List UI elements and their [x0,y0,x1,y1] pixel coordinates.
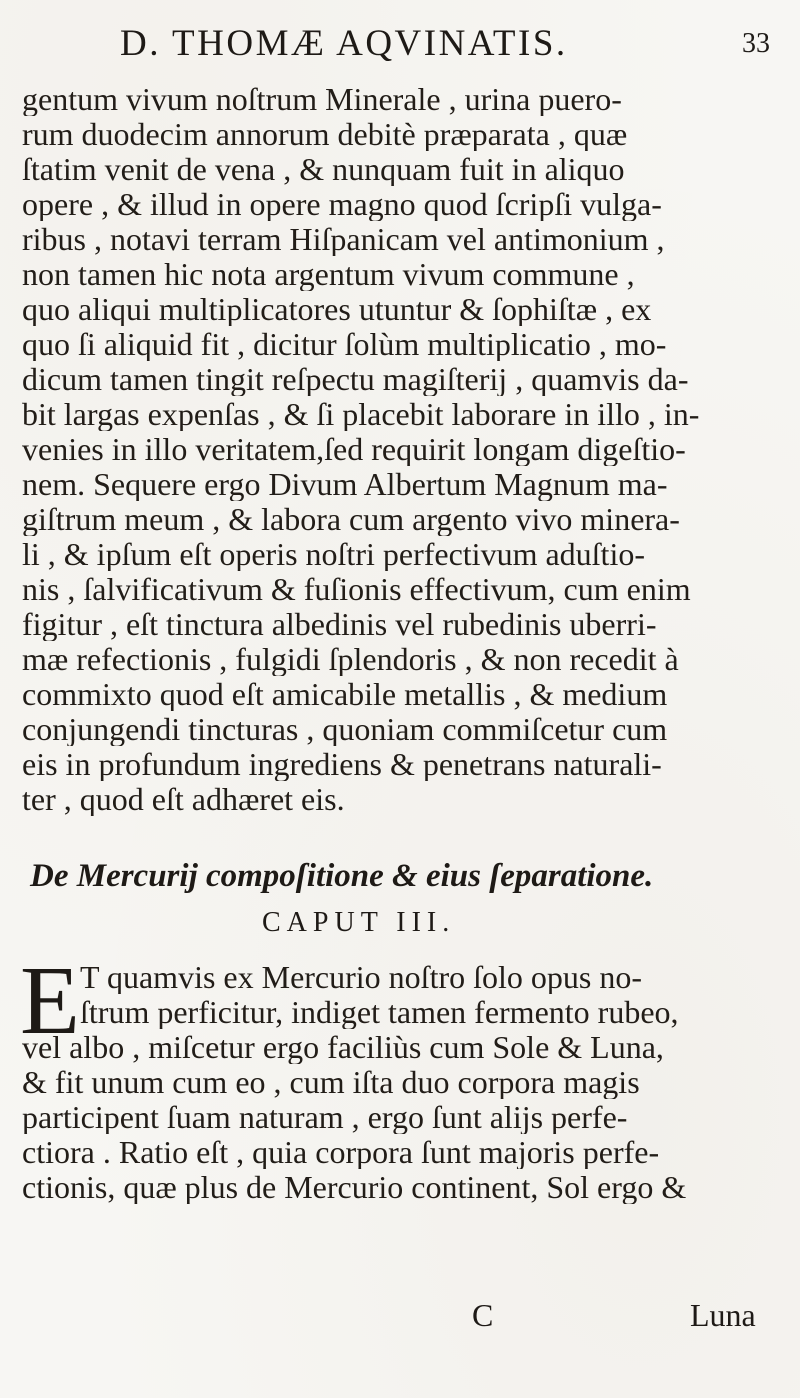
text-line: nis , ſalvificativum & fuſionis effectivum, cum enim [22,572,691,606]
text-line: opere , & illud in opere magno quod ſcripſi vulga- [22,187,662,221]
chapter-text-line: ctionis, quæ plus de Mercurio continent, Sol ergo & [22,1170,687,1204]
drop-cap: E [20,947,80,1055]
text-line: gentum vivum noſtrum Minerale , urina puero- [22,82,622,116]
text-line: quo aliqui multiplicatores utuntur & ſophiſtæ , ex [22,292,652,326]
text-line: rum duodecim annorum debitè præparata , quæ [22,117,628,151]
chapter-text-line: ctiora . Ratio eſt , quia corpora ſunt majoris perfe- [22,1135,660,1169]
text-line: mæ refectionis , fulgidi ſplendoris , & non recedit à [22,642,679,676]
chapter-title: CAPUT III. [262,907,456,938]
text-line: nem. Sequere ergo Divum Albertum Magnum ma- [22,467,668,501]
catchword: Luna [690,1297,756,1333]
text-line: giſtrum meum , & labora cum argento vivo minera- [22,502,680,536]
text-line: quo ſi aliquid fit , dicitur ſolùm multiplicatio , mo- [22,327,667,361]
chapter-text-line: vel albo , miſcetur ergo faciliùs cum Sole & Luna, [22,1030,664,1064]
chapter-text-line: & fit unum cum eo , cum iſta duo corpora magis [22,1065,640,1099]
section-heading: De Mercurij compoſitione & eius ſeparatione. [30,858,654,894]
text-line: ter , quod eſt adhæret eis. [22,782,345,816]
text-line: conjungendi tincturas , quoniam commiſcetur cum [22,712,668,746]
chapter-text-line: participent ſuam naturam , ergo ſunt alijs perfe- [22,1100,628,1134]
chapter-text-line: T quamvis ex Mercurio noſtro ſolo opus no- [80,960,642,994]
page-header [0,22,800,72]
text-line: non tamen hic nota argentum vivum commune , [22,257,635,291]
text-line: li , & ipſum eſt operis noſtri perfectivum aduſtio- [22,537,645,571]
text-line: ſtatim venit de vena , & nunquam fuit in aliquo [22,152,625,186]
text-line: figitur , eſt tinctura albedinis vel rubedinis uberri- [22,607,657,641]
text-line: eis in profundum ingrediens & penetrans naturali- [22,747,662,781]
text-line: ribus , notavi terram Hiſpanicam vel antimonium , [22,222,665,256]
text-line: commixto quod eſt amicabile metallis , & medium [22,677,668,711]
chapter-text-line: ſtrum perficitur, indiget tamen fermento rubeo, [80,995,679,1029]
page-number: 33 [742,28,770,59]
signature-mark: C [472,1297,494,1333]
text-line: venies in illo veritatem,ſed requirit longam digeſtio- [22,432,686,466]
running-head: D. THOMÆ AQVINATIS. [120,23,568,64]
text-line: dicum tamen tingit reſpectu magiſterij , quamvis da- [22,362,689,396]
text-line: bit largas expenſas , & ſi placebit laborare in illo , in- [22,397,700,431]
